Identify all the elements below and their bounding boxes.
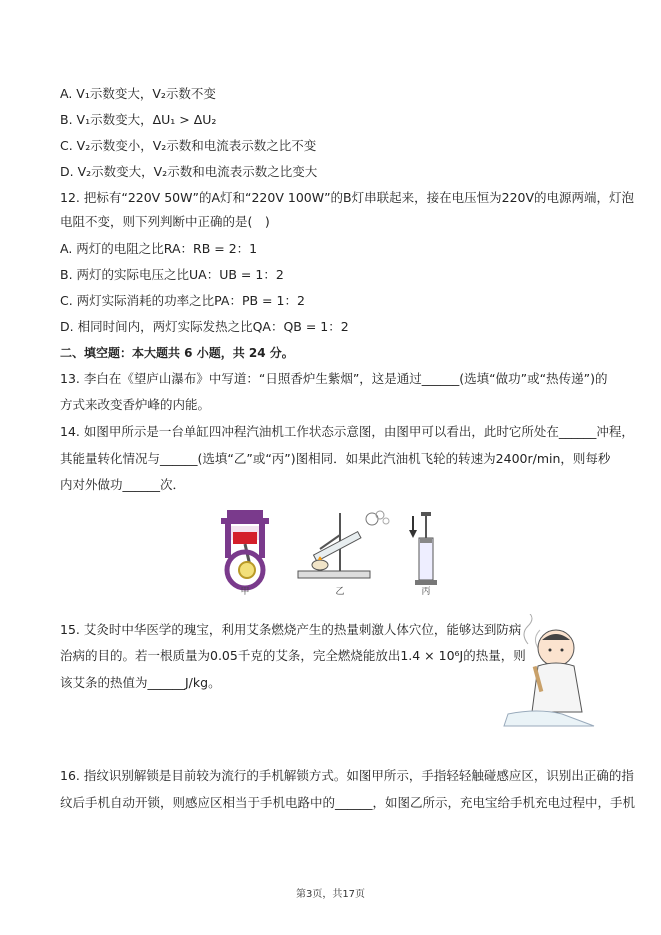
q16-line1: 16. 指纹识别解锁是目前较为流行的手机解锁方式。如图甲所示，手指轻轻触碰感应区，识别出正确的指	[60, 768, 634, 783]
q15-line2: 治病的目的。若一根质量为0.05千克的艾条，完全燃烧能放出1.4 × 10⁶J的热量，则	[60, 648, 526, 663]
q13-line2: 方式来改变香炉峰的内能。	[60, 397, 211, 412]
test-tube-apparatus-figure	[290, 505, 395, 598]
q12-stem-line2: 电阻不变，则下列判断中正确的是( )	[60, 214, 270, 229]
section-heading: 二、填空题：本大题共 6 小题，共 24 分。	[60, 346, 294, 360]
q12-option-d: D. 相同时间内，两灯实际发热之比QA：QB = 1：2	[60, 319, 349, 334]
figure-label-bing: 丙	[421, 587, 431, 597]
q12-option-b: B. 两灯的实际电压之比UA：UB = 1：2	[60, 267, 284, 282]
q13-line1: 13. 李白在《望庐山瀑布》中写道：“日照香炉生紫烟”，这是通过______(选填“做功”或“热传递”)的	[60, 371, 608, 386]
q11-option-b: B. V₁示数变大，ΔU₁ > ΔU₂	[60, 112, 217, 127]
q12-stem-line1: 12. 把标有“220V 50W”的A灯和“220V 100W”的B灯串联起来，接在电压恒为220V的电源两端，灯泡	[60, 190, 635, 205]
q14-line2: 其能量转化情况与______(选填“乙”或“丙”)图相同．如果此汽油机飞轮的转速为2400r/min，则每秒	[60, 451, 611, 466]
page-footer: 第3页，共17页	[295, 889, 366, 900]
engine-diagram-figure	[215, 508, 275, 598]
q11-option-a: A. V₁示数变大，V₂示数不变	[60, 86, 216, 101]
q12-option-a: A. 两灯的电阻之比RA：RB = 2：1	[60, 241, 258, 256]
q12-option-c: C. 两灯实际消耗的功率之比PA：PB = 1：2	[60, 293, 305, 308]
q15-line1: 15. 艾灸时中华医学的瑰宝，利用艾条燃烧产生的热量刺激人体穴位，能够达到防病	[60, 622, 522, 637]
q16-line2: 纹后手机自动开锁，则感应区相当于手机电路中的______，如图乙所示，充电宝给手机充电过程中，手机	[60, 795, 636, 810]
q15-line3: 该艾条的热值为______J/kg。	[60, 675, 221, 690]
q14-line3: 内对外做功______次．	[60, 477, 186, 492]
compression-cylinder-figure	[405, 508, 445, 598]
moxibustion-illustration	[498, 614, 608, 734]
q14-line1: 14. 如图甲所示是一台单缸四冲程汽油机工作状态示意图，由图甲可以看出，此时它所处在______冲程，	[60, 424, 634, 439]
figure-label-yi: 乙	[335, 587, 345, 597]
figure-label-jia: 甲	[240, 587, 250, 597]
q11-option-c: C. V₂示数变小，V₂示数和电流表示数之比不变	[60, 138, 317, 153]
q11-option-d: D. V₂示数变大，V₂示数和电流表示数之比变大	[60, 164, 318, 179]
